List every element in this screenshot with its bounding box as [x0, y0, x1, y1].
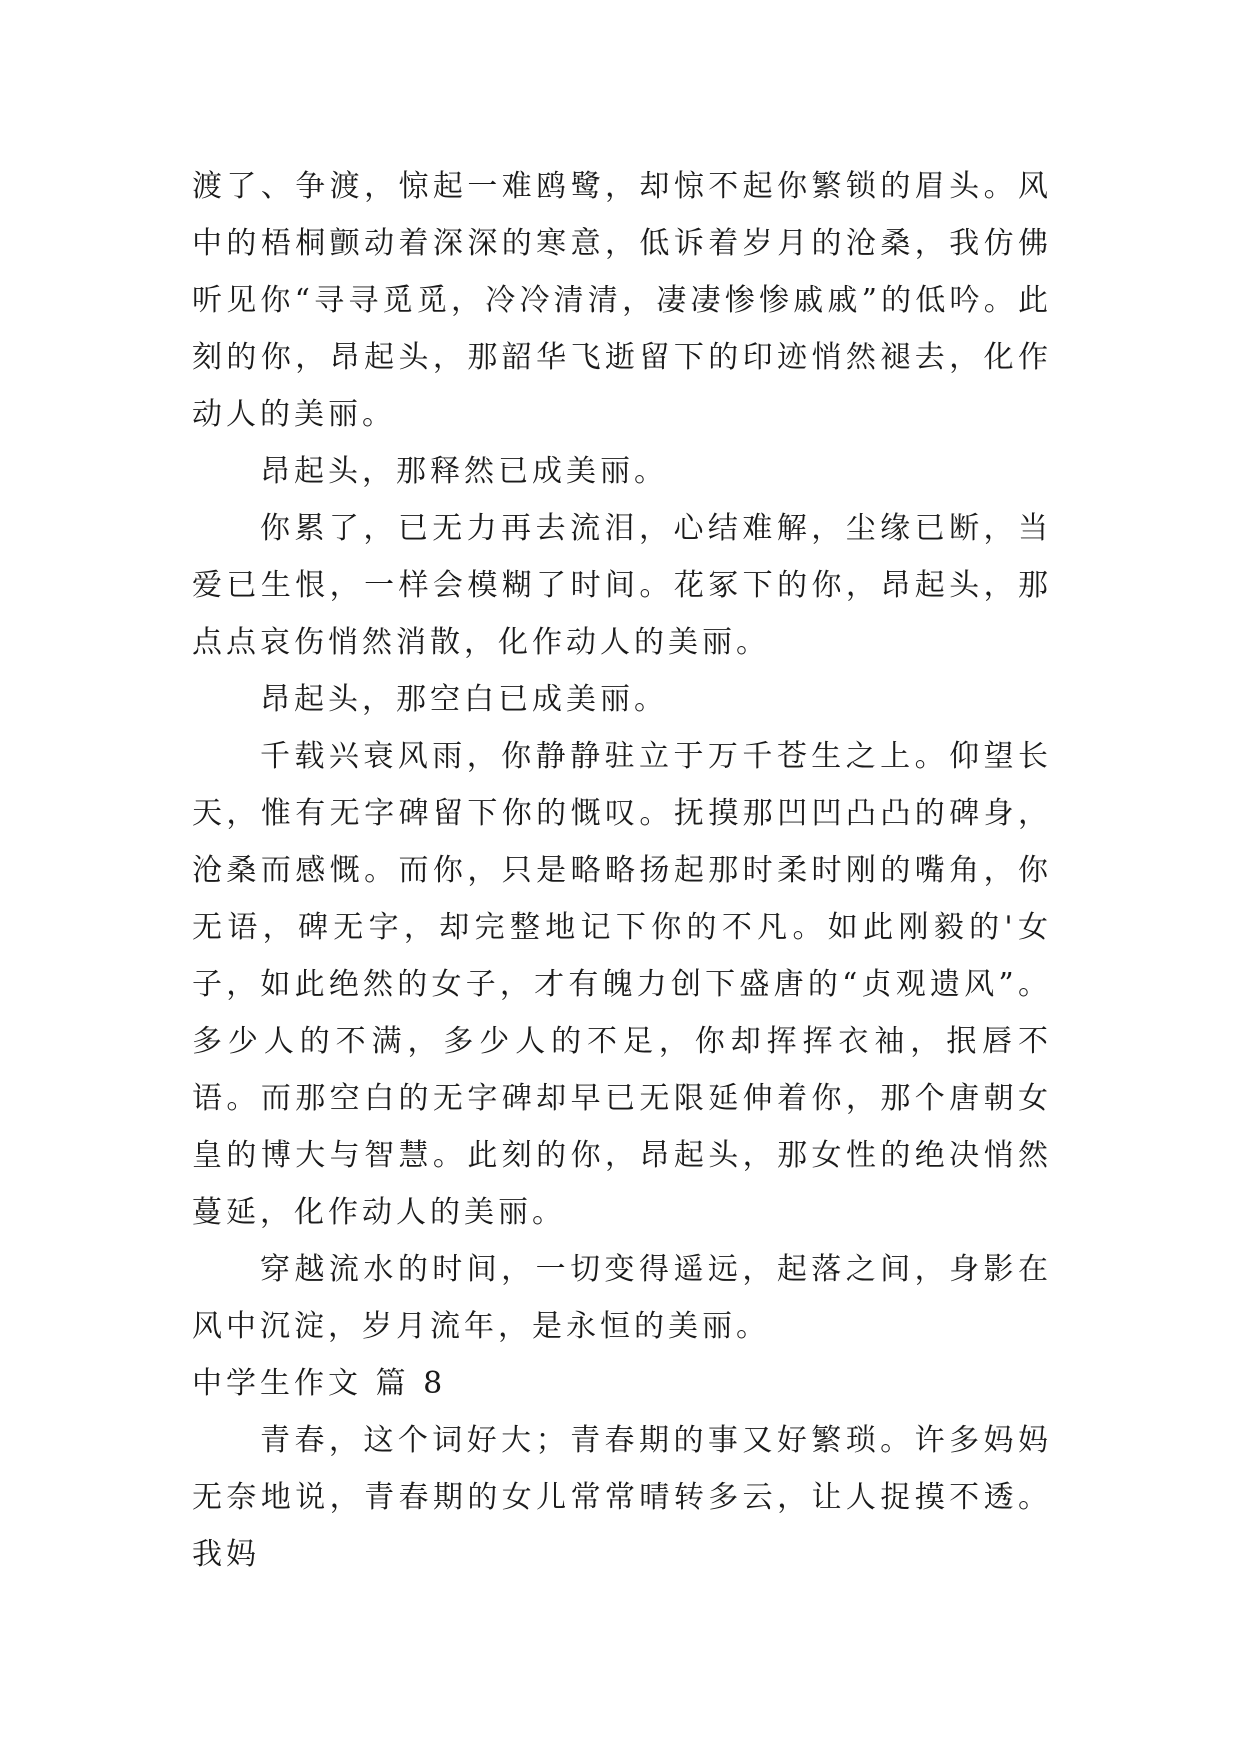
- paragraph: 青春，这个词好大；青春期的事又好繁琐。许多妈妈无奈地说，青春期的女儿常常晴转多云，让人捉摸不透。我妈: [192, 1423, 1052, 1572]
- paragraph: 你累了，已无力再去流泪，心结难解，尘缘已断，当爱已生恨，一样会模糊了时间。花冢下的你，昂起头，那点点哀伤悄然消散，化作动人的美丽。: [192, 511, 1052, 660]
- section-heading: 中学生作文 篇 8: [192, 1366, 447, 1401]
- paragraph: 昂起头，那释然已成美丽。: [260, 454, 668, 489]
- paragraph: 穿越流水的时间，一切变得遥远，起落之间，身影在风中沉淀，岁月流年，是永恒的美丽。: [192, 1252, 1052, 1344]
- paragraph: 千载兴衰风雨，你静静驻立于万千苍生之上。仰望长天，惟有无字碑留下你的慨叹。抚摸那凹凹凸凸的碑身，沧桑而感慨。而你，只是略略扬起那时柔时刚的嘴角，你无语，碑无字，却完整地记下你的不凡。如此刚毅的'女子，如此绝然的女子，才有魄力创下盛唐的“贞观遗风”。多少人的不满，多少人的不足，你却挥挥衣袖，抿唇不语。而那空白的无字碑却早已无限延伸着你，那个唐朝女皇的博大与智慧。此刻的你，昂起头，那女性的绝决悄然蔓延，化作动人的美丽。: [192, 739, 1052, 1230]
- paragraph: 渡了、争渡，惊起一难鸥鹭，却惊不起你繁锁的眉头。风中的梧桐颤动着深深的寒意，低诉着岁月的沧桑，我仿佛听见你“寻寻觅觅，冷冷清清，凄凄惨惨戚戚”的低吟。此刻的你，昂起头，那韶华飞逝留下的印迹悄然褪去，化作动人的美丽。: [192, 169, 1052, 432]
- paragraph: 昂起头，那空白已成美丽。: [260, 682, 668, 717]
- document-body: [192, 158, 1052, 1583]
